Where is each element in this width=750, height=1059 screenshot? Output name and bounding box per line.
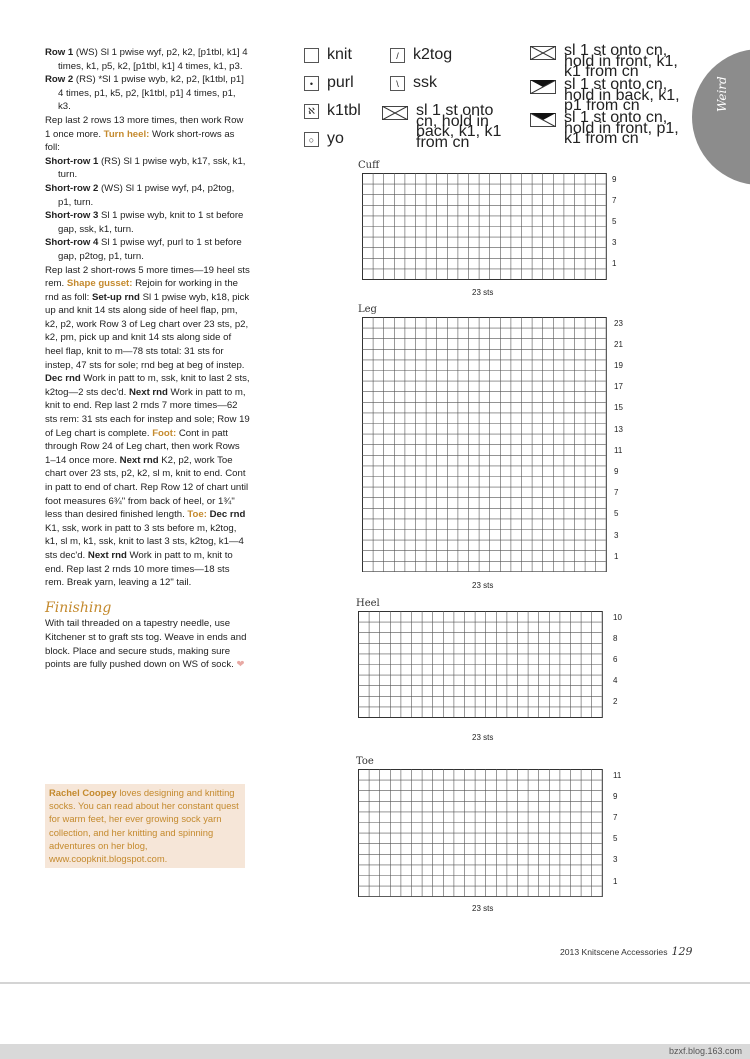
heart-icon: ❤ <box>236 659 245 671</box>
section-tab <box>692 49 750 185</box>
heel-stitch-count: 23 sts <box>472 733 494 742</box>
cuff-row-number: 7 <box>612 195 617 205</box>
toe-grid <box>358 769 602 897</box>
heel-row-number: 8 <box>613 633 618 643</box>
legend-ssk: \ ssk <box>390 76 437 91</box>
heel-row-number: 6 <box>613 655 618 664</box>
turn-heel-instruction: Rep last 2 rows 13 more times, then work Row 1 once more. Turn heel: Work short-rows as foll: <box>45 114 244 154</box>
heel-chart-title: Heel <box>356 598 380 609</box>
toe-chart <box>358 769 603 897</box>
heel-row-number: 2 <box>613 697 618 707</box>
leg-row-number: 9 <box>614 467 619 476</box>
cable-front-purl-icon <box>530 113 556 127</box>
toe-stitch-count: 23 sts <box>472 904 494 913</box>
knit-symbol-icon <box>304 48 319 63</box>
page-number: 129 <box>671 945 693 958</box>
short-row-4: Short-row 4 Sl 1 pwise wyf, purl to 1 st before gap, p2tog, p1, turn. <box>45 237 242 262</box>
bottom-bar <box>0 1044 750 1059</box>
cuff-row-number: 1 <box>612 259 617 269</box>
row-1-instruction: Row 1 (WS) Sl 1 pwise wyf, p2, k2, [p1tbl, k1] 4 times, k1, p5, k2, [p1tbl, k1] 4 times, k1, p3. <box>45 47 248 72</box>
finishing-heading: Finishing <box>45 599 112 616</box>
cuff-chart-title: Cuff <box>358 160 380 171</box>
section-tab-label: Weird <box>715 76 729 112</box>
leg-row-number: 11 <box>614 445 623 455</box>
legend-cable-back-purl: sl 1 st onto cn, hold in back, k1, p1 from cn <box>530 80 690 112</box>
twisted-stitch-icon: ℵ <box>304 104 319 119</box>
leg-row-number: 1 <box>614 551 619 561</box>
cable-back-icon <box>382 106 408 120</box>
designer-bio: Rachel Coopey loves designing and knitting socks. You can read about her constant quest for warm feet, her ever growing sock yarn collection, and her knitting and spinning adventures on her blog, www.coopknit.blogspot.com. <box>45 784 245 868</box>
leg-grid <box>362 317 606 572</box>
legend-k1tbl: ℵ k1tbl <box>304 104 361 119</box>
cuff-row-number: 5 <box>612 217 617 226</box>
leg-row-number: 17 <box>614 382 623 392</box>
yarn-over-icon: ○ <box>304 132 319 147</box>
cuff-stitch-count: 23 sts <box>472 288 494 297</box>
leg-row-number: 7 <box>614 488 619 498</box>
k2tog-icon: / <box>390 48 405 63</box>
leg-row-number: 15 <box>614 403 623 413</box>
leg-chart-title: Leg <box>358 304 377 315</box>
gusset-foot-toe-instructions: Rep last 2 short-rows 5 more times—19 heel sts rem. Shape gusset: Rejoin for working in the rnd as foll: Set-up rnd Sl 1 pwise wyb, k18, pick up and knit 14 sts along side of heel flap, pm, k2, p2, work Row 3 of Leg chart over 23 sts, p2, k2, pm, pick up and knit 14 sts along side of heel flap, knit to m—78 sts total: 31 sts for instep, 47 sts for sole; rnd beg at beg of instep. Dec rnd Work in patt to m, ssk, knit to last 2 sts, k2tog—2 sts dec'd. Next rnd Work in patt to m, knit to end. Rep last 2 rnds 7 more times—62 sts rem: 31 sts each for instep and sole; Row 19 of Leg chart is complete. Foot: Cont in patt through Row 24 of Leg chart, then work Rows 1–14 once more. Next rnd K2, p2, work Toe chart over 23 sts, p2, k2, sl m, knit to end. Cont in patt to end of chart. Rep Row 12 of chart until foot measures 6¾" from back of heel, or 1¾" less than desired finished length. Toe: Dec rnd K1, ssk, work in patt to 3 sts before m, k2tog, k1, sl m, k1, ssk, knit to last 3 sts, k2tog, k1—4 sts dec'd. Next rnd Work in patt to m, knit to end. Rep last 2 rnds 10 more times—18 sts rem. Break yarn, leaving a 12" tail. <box>45 264 250 589</box>
short-row-3: Short-row 3 Sl 1 pwise wyb, knit to 1 st before gap, ssk, k1, turn. <box>45 210 244 235</box>
row-2-instruction: Row 2 (RS) *Sl 1 pwise wyb, k2, p2, [k1tbl, p1] 4 times, p1, k5, p2, [k1tbl, p1] 4 times, p1, k3. <box>45 74 244 113</box>
watermark: bzxf.blog.163.com <box>668 1046 742 1056</box>
legend-knit: knit <box>304 48 352 63</box>
heel-chart <box>358 611 603 718</box>
toe-row-number: 3 <box>613 855 618 865</box>
toe-chart-title: Toe <box>356 756 374 767</box>
legend-k2tog: / k2tog <box>390 48 452 63</box>
heel-grid <box>358 611 602 718</box>
leg-row-number: 23 <box>614 318 623 328</box>
toe-row-number: 5 <box>613 834 618 844</box>
legend-cable-back: sl 1 st onto cn, hold in back, k1, k1 from cn <box>382 106 522 148</box>
leg-chart <box>362 317 607 572</box>
toe-row-number: 7 <box>613 813 618 822</box>
leg-row-number: 3 <box>614 530 619 540</box>
page-footer: 2013 Knitscene Accessories 129 <box>560 945 693 958</box>
cuff-row-number: 3 <box>612 238 617 248</box>
leg-row-number: 5 <box>614 509 619 519</box>
heel-row-number: 10 <box>613 612 622 622</box>
cuff-row-number: 9 <box>612 174 617 184</box>
leg-row-number: 19 <box>614 361 623 370</box>
ssk-icon: \ <box>390 76 405 91</box>
cable-front-icon <box>530 46 556 60</box>
toe-row-number: 11 <box>613 770 622 780</box>
heel-row-number: 4 <box>613 676 618 686</box>
cuff-chart <box>362 173 607 280</box>
short-row-2: Short-row 2 (WS) Sl 1 pwise wyf, p4, p2tog, p1, turn. <box>45 182 235 208</box>
leg-row-number: 21 <box>614 339 623 349</box>
legend-yo: ○ yo <box>304 132 344 147</box>
toe-row-number: 9 <box>613 791 618 801</box>
short-row-1: Short-row 1 (RS) Sl 1 pwise wyb, k17, ssk, k1, turn. <box>45 155 246 181</box>
pattern-instructions <box>45 46 250 672</box>
footer-rule <box>0 982 750 984</box>
cuff-grid <box>362 173 606 280</box>
legend-purl: • purl <box>304 76 354 91</box>
legend-cable-front-purl: sl 1 st onto cn, hold in front, p1, k1 from cn <box>530 113 690 145</box>
cable-back-purl-icon <box>530 80 556 94</box>
toe-row-number: 1 <box>613 876 618 886</box>
legend-cable-front: sl 1 st onto cn, hold in front, k1, k1 from cn <box>530 46 690 78</box>
leg-stitch-count: 23 sts <box>472 581 494 590</box>
finishing-instructions: With tail threaded on a tapestry needle, use Kitchener st to graft sts tog. Weave in ends and block. Place and secure studs, making sure points are fully pushed down on WS of sock. ❤ <box>45 618 247 671</box>
leg-row-number: 13 <box>614 424 623 434</box>
purl-dot-icon: • <box>304 76 319 91</box>
